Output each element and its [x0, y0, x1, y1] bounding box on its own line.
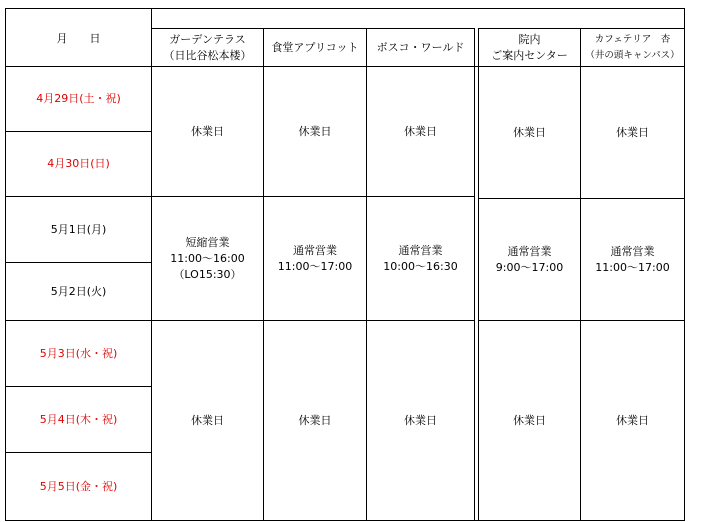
date-cell: 5月5日(金・祝) [39, 479, 118, 493]
hours-cell: 通常営業 11:00～17:00 [277, 243, 353, 273]
status-cell: 休業日 [191, 413, 224, 427]
date-cell: 5月3日(水・祝) [39, 346, 118, 360]
header-bosco-world: ボスコ・ワールド [376, 40, 465, 54]
date-cell: 5月4日(木・祝) [39, 412, 118, 426]
status-cell: 休業日 [298, 413, 332, 427]
status-cell: 休業日 [191, 124, 224, 138]
date-cell: 4月29日(土・祝) [36, 92, 121, 105]
hours-cell: 通常営業 9:00～17:00 [495, 244, 564, 274]
header-date-column: 月 日 [56, 32, 101, 45]
status-cell: 休業日 [616, 125, 649, 139]
status-cell: 休業日 [513, 413, 546, 427]
date-cell: 4月30日(日) [47, 157, 110, 170]
date-cell: 5月2日(火) [50, 284, 107, 298]
header-shokudo-apricot: 食堂アプリコット [271, 40, 359, 54]
date-cell: 5月1日(月) [50, 222, 107, 236]
status-cell: 休業日 [404, 124, 437, 138]
status-cell: 休業日 [298, 124, 332, 138]
hours-cell: 通常営業 11:00～17:00 [595, 244, 670, 274]
header-garden-terrace: ガーデンテラス （日比谷松本楼） [163, 32, 252, 62]
status-cell: 休業日 [404, 413, 437, 427]
hours-cell: 短縮営業 11:00～16:00 （LO15:30） [170, 235, 245, 281]
hours-cell: 通常営業 10:00～16:30 [383, 243, 458, 273]
header-innai-center: 院内 ご案内センター [491, 32, 568, 62]
status-cell: 休業日 [616, 413, 649, 427]
status-cell: 休業日 [513, 125, 546, 139]
header-cafeteria-anzu: カフェテリア 杏 （井の頭キャンパス） [585, 33, 680, 61]
